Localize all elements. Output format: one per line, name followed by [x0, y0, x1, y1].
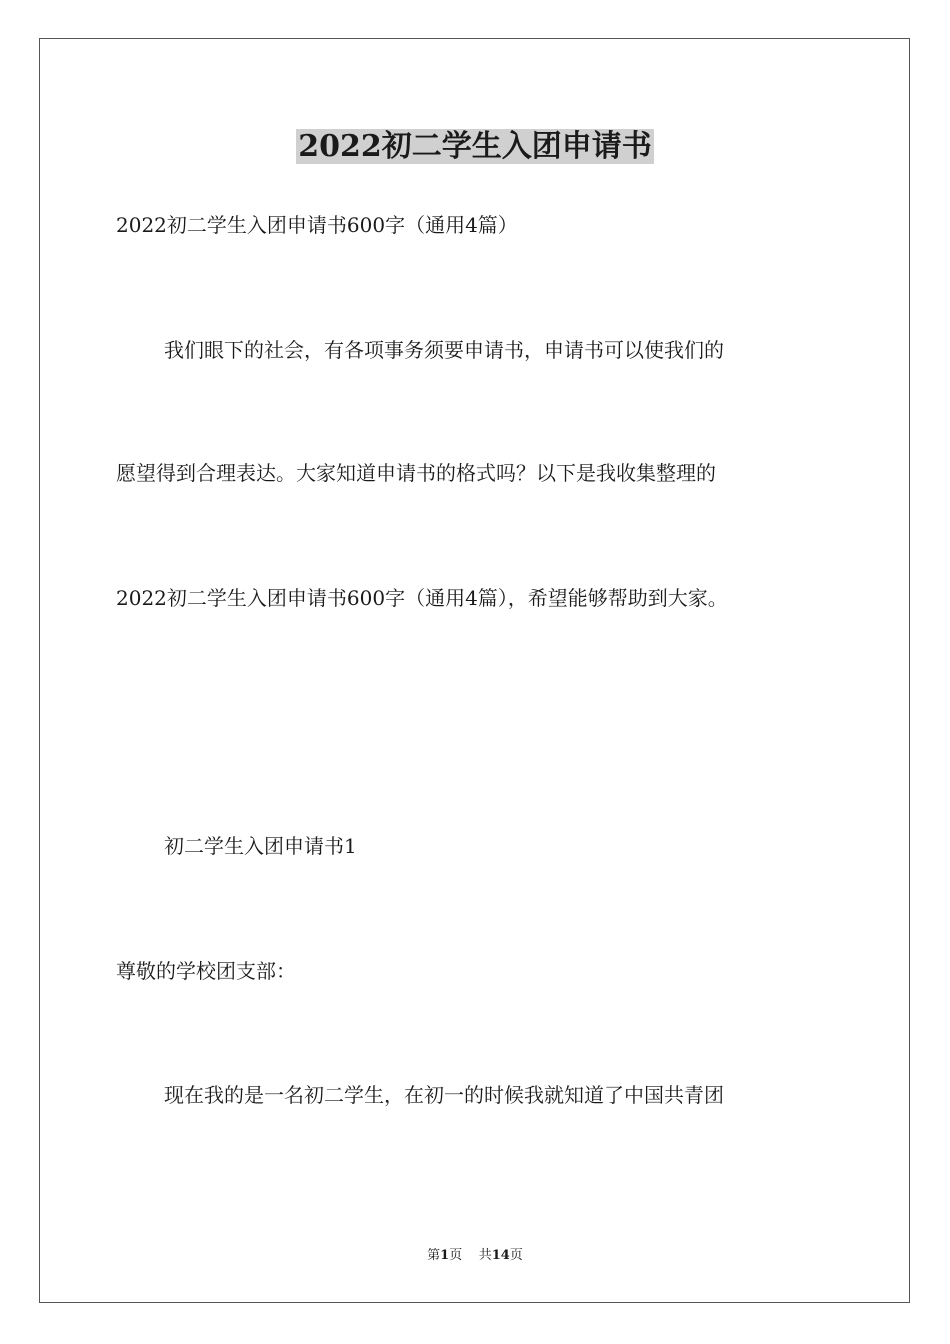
- intro-line-2: 愿望得到合理表达。大家知道申请书的格式吗？以下是我收集整理的: [116, 461, 716, 485]
- document-title-text: 2022初二学生入团申请书: [298, 129, 652, 164]
- salutation: 尊敬的学校团支部：: [116, 959, 296, 983]
- total-pages: 14: [491, 1248, 510, 1263]
- document-title: [0, 126, 950, 168]
- intro-line-3: 2022初二学生入团申请书600字（通用4篇），希望能够帮助到大家。: [116, 586, 728, 610]
- page-label-prefix: 第: [427, 1248, 441, 1263]
- page-label-suffix: 页: [449, 1248, 463, 1263]
- body-line-1: 现在我的是一名初二学生，在初一的时候我就知道了中国共青团: [164, 1083, 724, 1107]
- section-heading: 初二学生入团申请书1: [164, 834, 357, 858]
- total-label-prefix: 共: [478, 1248, 492, 1263]
- total-label-suffix: 页: [509, 1248, 523, 1263]
- page-footer: [0, 1247, 950, 1265]
- page-number: 1: [440, 1248, 450, 1263]
- intro-line-1: 我们眼下的社会，有各项事务须要申请书，申请书可以使我们的: [164, 338, 724, 362]
- document-subtitle: 2022初二学生入团申请书600字（通用4篇）: [116, 213, 518, 237]
